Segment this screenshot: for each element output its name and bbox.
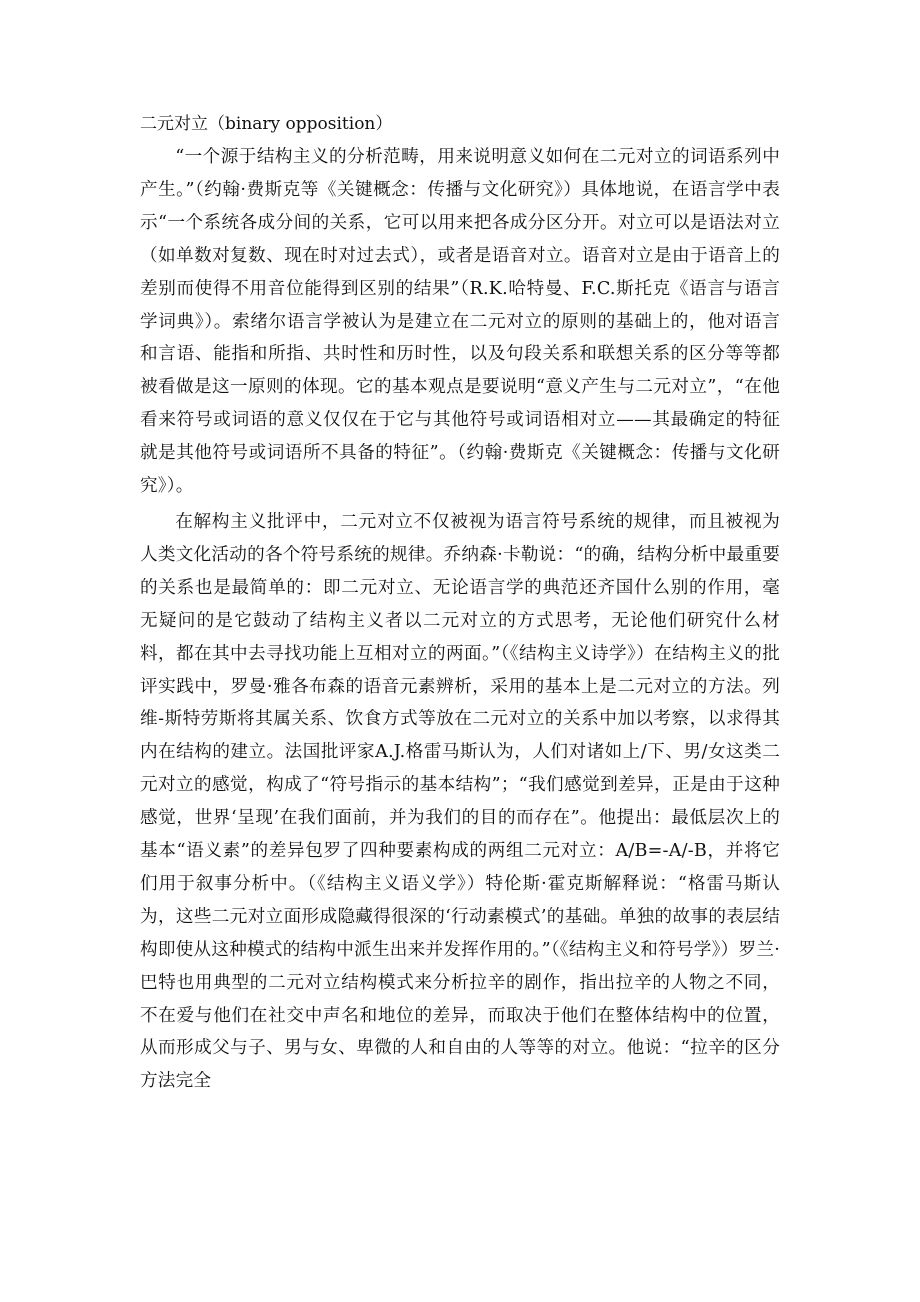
document-body [140,108,780,1098]
section-title: 二元对立（binary opposition） [140,114,393,134]
paragraph-definition: “一个源于结构主义的分析范畴，用来说明意义如何在二元对立的词语系列中产生。”（约翰·费斯克等《关键概念：传播与文化研究》）具体地说，在语言学中表示“一个系统各成分间的关系，它可以用来把各成分区分开。对立可以是语法对立（如单数对复数、现在时对过去式），或者是语音对立。语音对立是由于语音上的差别而使得不用音位能得到区别的结果”（R.K.哈特曼、F.C.斯托克《语言与语言学词典》）。索绪尔语言学被认为是建立在二元对立的原则的基础上的，他对语言和言语、能指和所指、共时性和历时性，以及句段关系和联想关系的区分等等都被看做是这一原则的体现。它的基本观点是要说明“意义产生与二元对立”，“在他看来符号或词语的意义仅仅在于它与其他符号或词语相对立——其最确定的特征就是其他符号或词语所不具备的特征”。（约翰·费斯克《关键概念：传播与文化研究》）。 [140,147,780,497]
paragraph-deconstruction: 在解构主义批评中，二元对立不仅被视为语言符号系统的规律，而且被视为人类文化活动的各个符号系统的规律。乔纳森·卡勒说：“的确，结构分析中最重要的关系也是最简单的：即二元对立、无论语言学的典范还齐国什么别的作用，毫无疑问的是它鼓动了结构主义者以二元对立的方式思考，无论他们研究什么材料，都在其中去寻找功能上互相对立的两面。”（《结构主义诗学》）在结构主义的批评实践中，罗曼·雅各布森的语音元素辨析，采用的基本上是二元对立的方法。列维-斯特劳斯将其属关系、饮食方式等放在二元对立的关系中加以考察，以求得其内在结构的建立。法国批评家A.J.格雷马斯认为，人们对诸如上/下、男/女这类二元对立的感觉，构成了“符号指示的基本结构”；“我们感觉到差异，正是由于这种感觉，世界‘呈现’在我们面前，并为我们的目的而存在”。他提出：最低层次上的基本“语义素”的差异包罗了四种要素构成的两组二元对立：A/B=-A/-B，并将它们用于叙事分析中。（《结构主义语义学》）特伦斯·霍克斯解释说：“格雷马斯认为，这些二元对立面形成隐藏得很深的‘行动素模式’的基础。单独的故事的表层结构即使从这种模式的结构中派生出来并发挥作用的。”（《结构主义和符号学》）罗兰·巴特也用典型的二元对立结构模式来分析拉辛的剧作，指出拉辛的人物之不同，不在爱与他们在社交中声名和地位的差异，而取决于他们在整体结构中的位置，从而形成父与子、男与女、卑微的人和自由的人等等的对立。他说：“拉辛的区分方法完全 [140,511,780,1092]
